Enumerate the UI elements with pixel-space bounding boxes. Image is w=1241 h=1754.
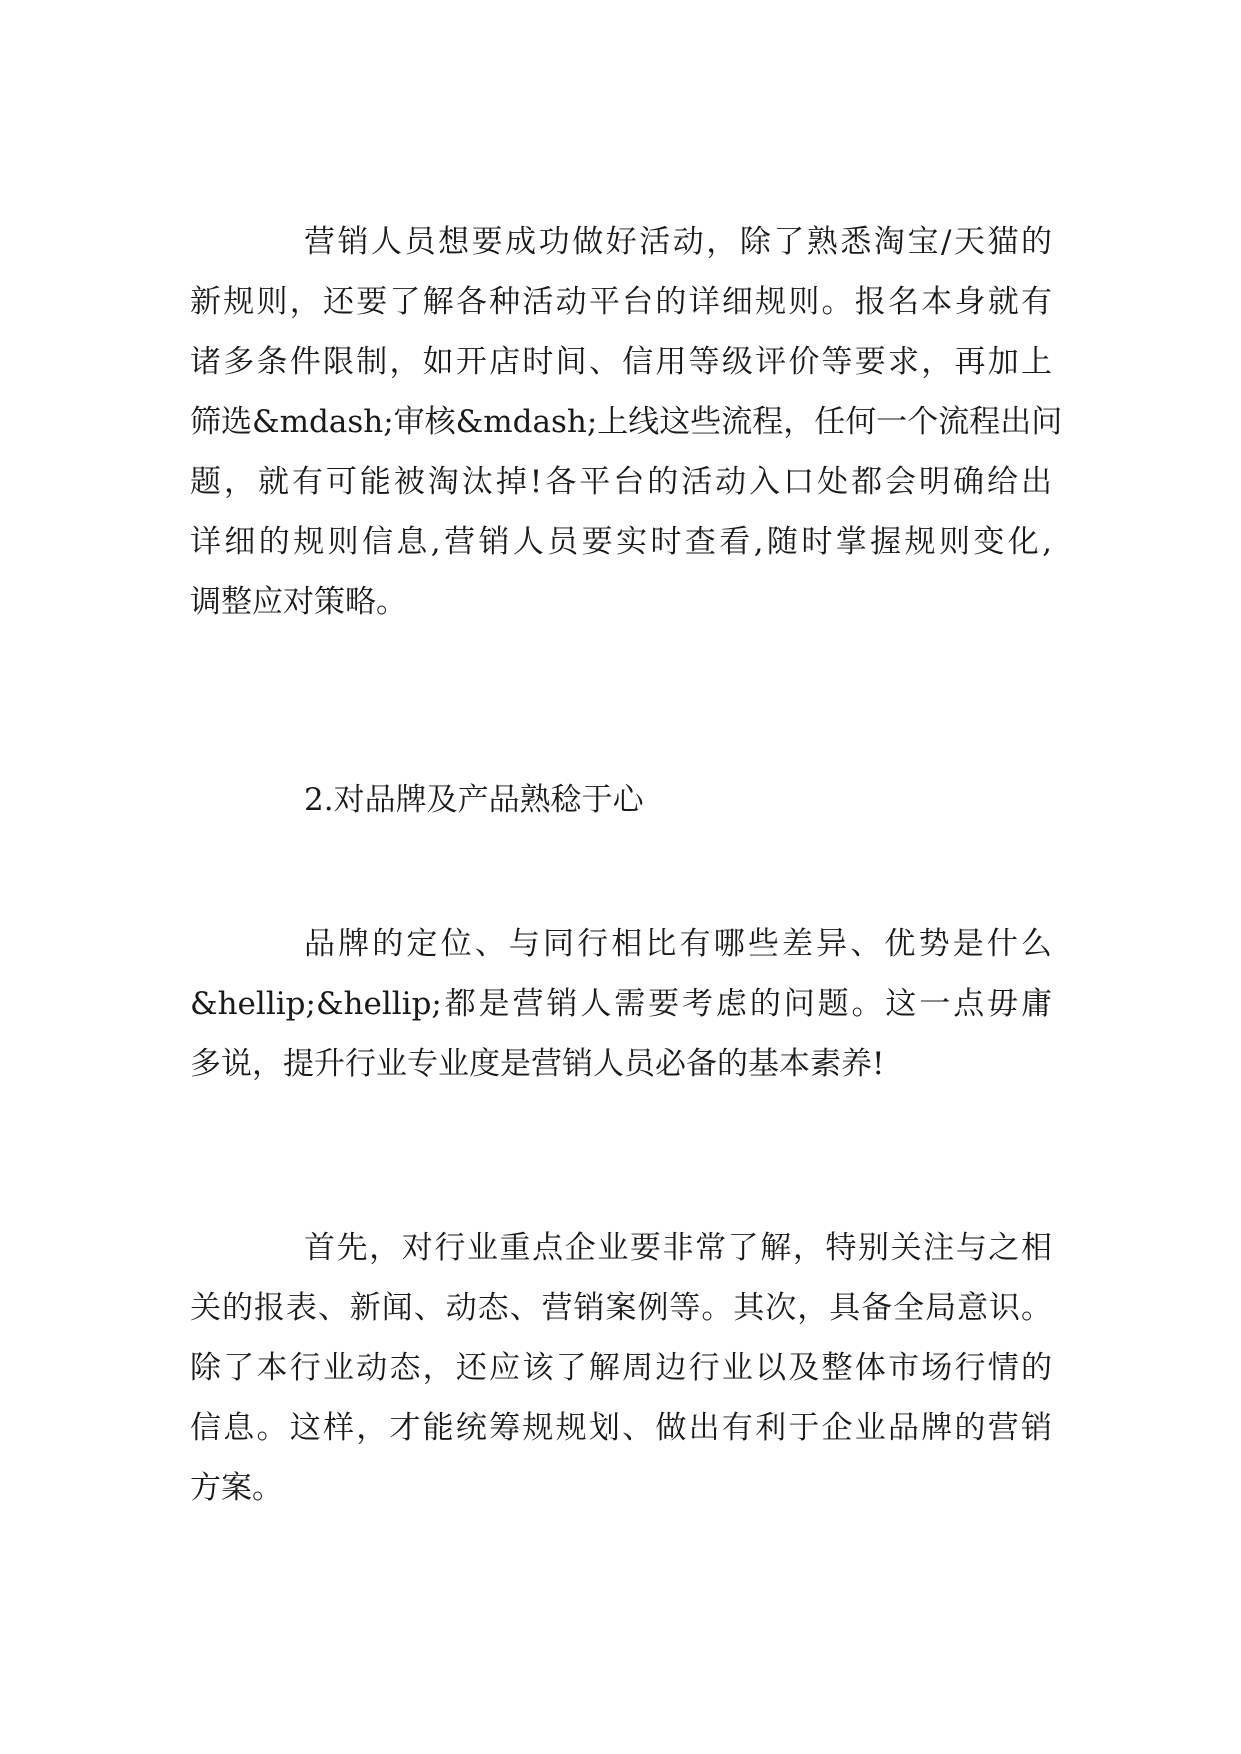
paragraph-line: 方案。 <box>190 1470 283 1506</box>
paragraph-line: 营销人员想要成功做好活动，除了熟悉淘宝/天猫的 <box>304 224 1052 260</box>
paragraph-line: 调整应对策略。 <box>190 584 407 620</box>
paragraph-line: 题，就有可能被淘汰掉!各平台的活动入口处都会明确给出 <box>190 464 1052 500</box>
paragraph-line: 品牌的定位、与同行相比有哪些差异、优势是什么 <box>304 926 1052 962</box>
paragraph-line: 多说，提升行业专业度是营销人员必备的基本素养! <box>190 1046 885 1082</box>
paragraph-line: &hellip;&hellip;都是营销人需要考虑的问题。这一点毋庸 <box>190 986 1052 1022</box>
paragraph-line: 新规则，还要了解各种活动平台的详细规则。报名本身就有 <box>190 284 1052 320</box>
paragraph-line: 诸多条件限制，如开店时间、信用等级评价等要求，再加上 <box>190 344 1052 380</box>
paragraph-line: 信息。这样，才能统筹规规划、做出有利于企业品牌的营销 <box>190 1410 1052 1446</box>
paragraph-activity-rules <box>190 212 1063 632</box>
section-heading: 2.对品牌及产品熟稔于心 <box>304 782 644 818</box>
paragraph-line: 首先，对行业重点企业要非常了解，特别关注与之相 <box>304 1230 1052 1266</box>
paragraph-industry-knowledge <box>190 1218 1052 1518</box>
paragraph-brand-positioning <box>190 914 1052 1094</box>
paragraph-line: 除了本行业动态，还应该了解周边行业以及整体市场行情的 <box>190 1350 1052 1386</box>
paragraph-line: 详细的规则信息,营销人员要实时查看,随时掌握规则变化, <box>190 524 1052 560</box>
paragraph-line: 关的报表、新闻、动态、营销案例等。其次，具备全局意识。 <box>190 1290 1052 1326</box>
paragraph-line: 筛选&mdash;审核&mdash;上线这些流程，任何一个流程出问 <box>190 404 1063 440</box>
